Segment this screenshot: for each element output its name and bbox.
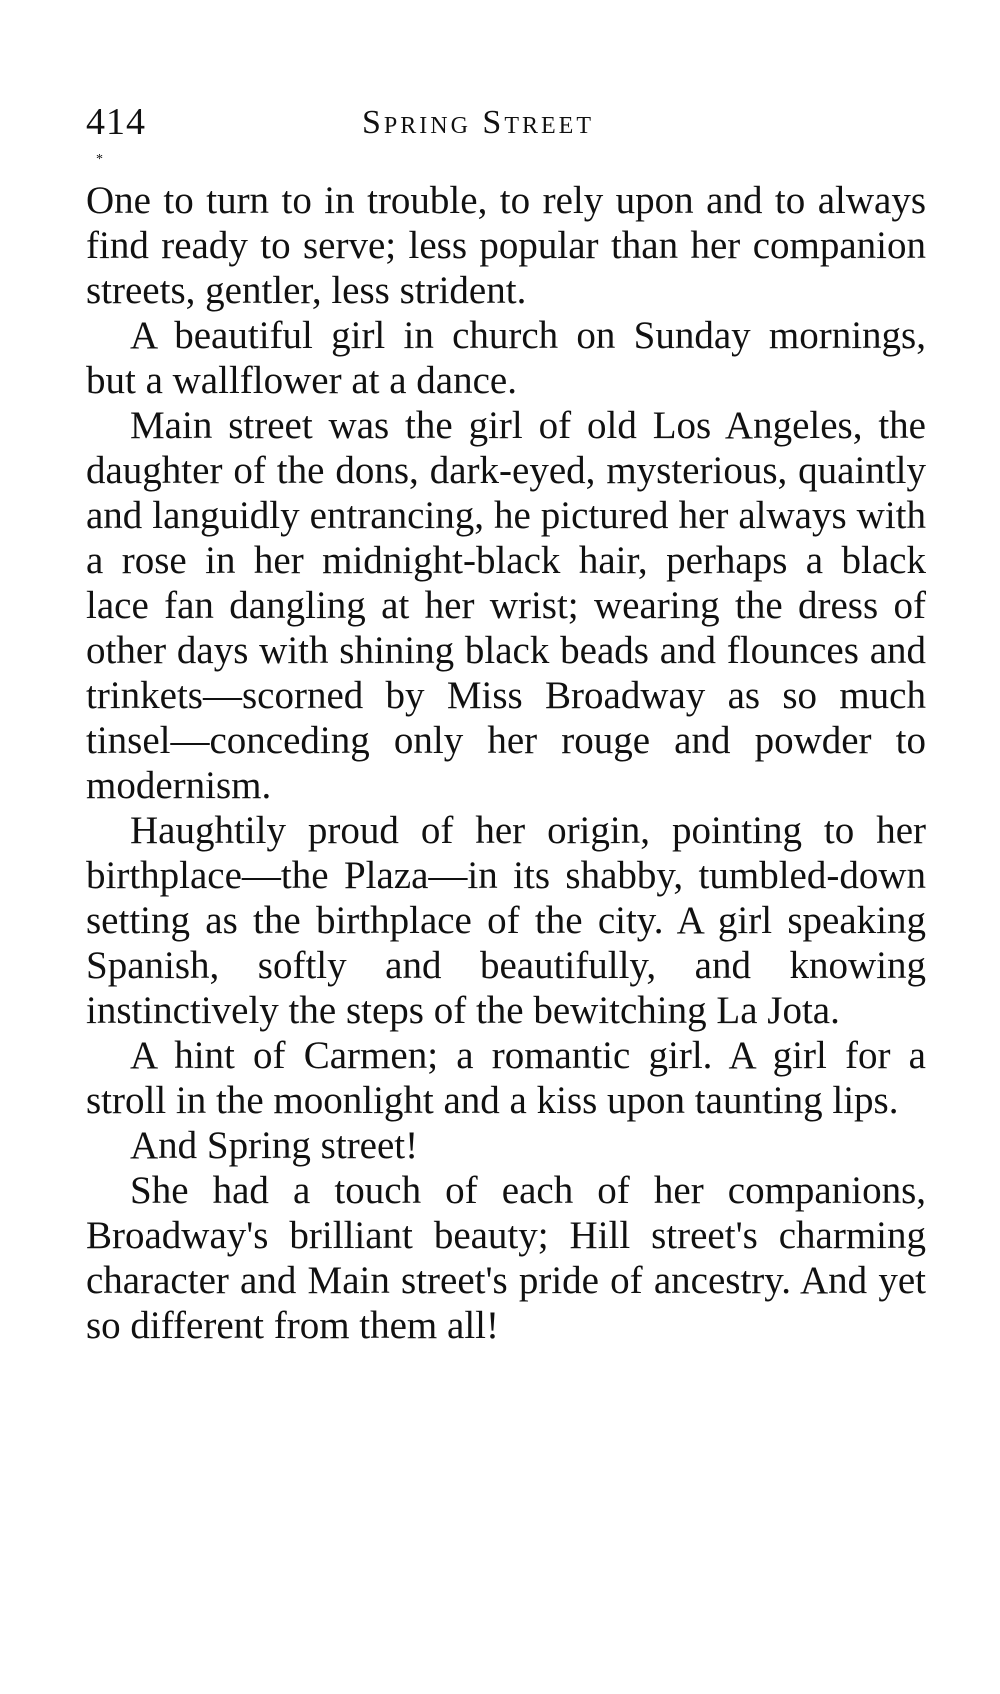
paragraph-3: Main street was the girl of old Los Angeles, the daughter of the dons, dark-eyed, mysterious, quaintly and languidly entrancing, he pictured her always with a rose in her midnight-black hair, perhaps a black lace fan dangling at her wrist; wearing the dress of other days with shining black beads and flounces and trinkets—scorned by Miss Broadway as so much tinsel—conceding only her rouge and powder to modernism. [86, 404, 926, 807]
paragraph-5: A hint of Carmen; a romantic girl. A girl for a stroll in the moonlight and a kiss upon taunting lips. [86, 1034, 926, 1122]
page-number: 414 [86, 101, 146, 143]
paragraph-4: Haughtily proud of her origin, pointing to her birthplace—the Plaza—in its shabby, tumbled-down setting as the birthplace of the city. A girl speaking Spanish, softly and beautifully, and knowing instinctively the steps of the bewitching La Jota. [86, 809, 926, 1032]
paragraph-1: One to turn to in trouble, to rely upon and to always find ready to serve; less popular than her companion streets, gentler, less strident. [86, 179, 926, 312]
printer-mark: * [96, 152, 103, 167]
running-title: Spring Street [362, 104, 594, 141]
page-header [86, 100, 926, 167]
body-text [86, 178, 926, 1348]
paragraph-6: And Spring street! [130, 1124, 419, 1167]
paragraph-2: A beautiful girl in church on Sunday mornings, but a wallflower at a dance. [86, 314, 926, 402]
paragraph-7: She had a touch of each of her companions, Broadway's brilliant beauty; Hill street's charming character and Main street's pride of ancestry. And yet so different from them all! [86, 1169, 926, 1347]
